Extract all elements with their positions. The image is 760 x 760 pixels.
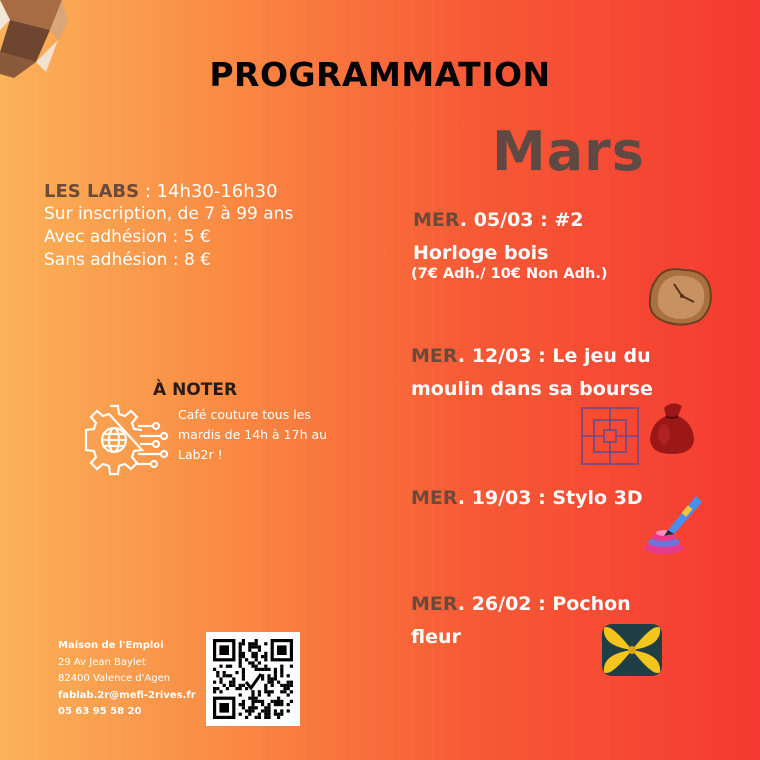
page-title: PROGRAMMATION bbox=[209, 55, 551, 94]
labs-line-registration: Sur inscription, de 7 à 99 ans bbox=[44, 204, 294, 224]
note-title: À NOTER bbox=[153, 380, 238, 400]
contact-name: Maison de l'Emploi bbox=[58, 640, 164, 651]
wooden-clock-icon bbox=[644, 264, 714, 328]
qr-code-icon bbox=[206, 632, 300, 726]
event-1 bbox=[413, 204, 584, 270]
labs-info bbox=[44, 180, 293, 272]
qr-code[interactable] bbox=[206, 632, 300, 726]
flower-pouch-icon bbox=[600, 620, 664, 680]
event-1-price: (7€ Adh./ 10€ Non Adh.) bbox=[411, 266, 608, 282]
contact-phone[interactable]: 05 63 95 58 20 bbox=[58, 706, 142, 717]
contact-email[interactable]: fablab.2r@mefi-2rives.fr bbox=[58, 689, 196, 701]
event-2-title: moulin dans sa bourse bbox=[411, 378, 653, 400]
event-4-title: fleur bbox=[411, 626, 461, 648]
contact-info bbox=[58, 638, 196, 721]
contact-street: 29 Av Jean Baylet bbox=[58, 656, 146, 668]
mill-board-icon bbox=[580, 406, 640, 466]
gear-globe-icon bbox=[80, 398, 172, 482]
event-1-title: Horloge bois bbox=[413, 242, 549, 264]
labs-line-nonmember-price: Sans adhésion : 8 € bbox=[44, 250, 212, 270]
event-3-date: . 19/03 : Stylo 3D bbox=[457, 487, 643, 509]
event-3-day: MER bbox=[411, 487, 458, 509]
event-2 bbox=[411, 340, 653, 406]
event-4-date: . 26/02 : Pochon bbox=[457, 593, 631, 615]
pouch-bag-icon bbox=[648, 400, 696, 456]
contact-city: 82400 Valence d'Agen bbox=[58, 673, 171, 684]
labs-line-member-price: Avec adhésion : 5 € bbox=[44, 227, 211, 247]
note-text: Café couture tous les mardis de 14h à 17h au Lab2r ! bbox=[178, 407, 328, 462]
event-1-date: . 05/03 : #2 bbox=[459, 209, 584, 231]
event-3 bbox=[411, 482, 643, 515]
3d-pen-icon bbox=[640, 492, 704, 558]
event-1-day: MER bbox=[413, 209, 460, 231]
event-4 bbox=[411, 588, 631, 654]
month-heading: Mars bbox=[492, 120, 645, 183]
event-2-date: . 12/03 : Le jeu du bbox=[457, 345, 651, 367]
labs-time: : 14h30-16h30 bbox=[139, 181, 278, 202]
labs-label: LES LABS bbox=[44, 181, 140, 202]
event-4-day: MER bbox=[411, 593, 458, 615]
event-2-day: MER bbox=[411, 345, 458, 367]
